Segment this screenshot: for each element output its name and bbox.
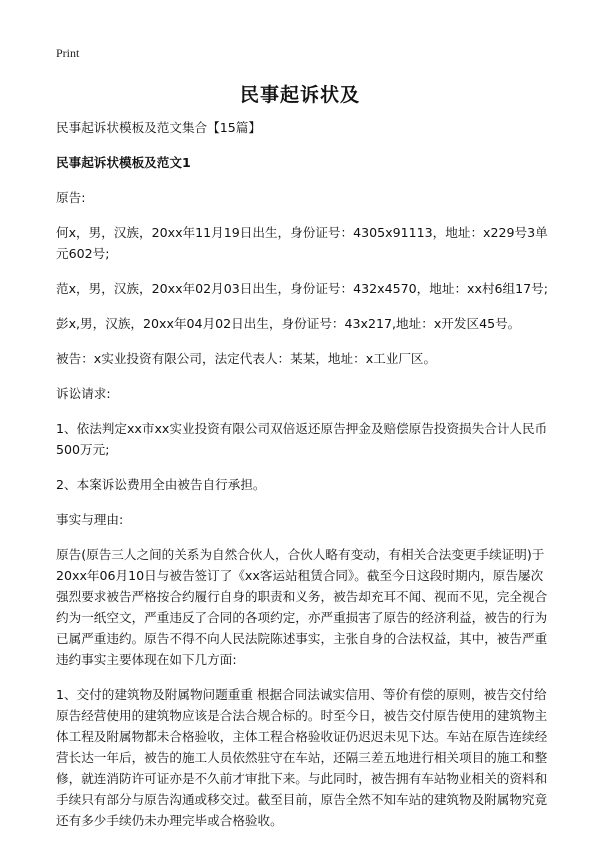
claim-1: 1、依法判定xx市xx实业投资有限公司双倍返还原告押金及赔偿原告投资损失合计人民币500万元; bbox=[56, 421, 548, 457]
plaintiff-3: 彭x,男，汉族，20xx年04月02日出生，身份证号：43x217,地址：x开发区45号。 bbox=[56, 316, 521, 331]
plaintiff-1: 何x，男，汉族，20xx年11月19日出生，身份证号：4305x91113，地址：x229号3单元602号; bbox=[56, 225, 548, 261]
claim-2: 2、本案诉讼费用全由被告自行承担。 bbox=[56, 477, 266, 492]
print-label: Print bbox=[56, 46, 80, 60]
facts-label: 事实与理由: bbox=[56, 512, 124, 527]
claims-label: 诉讼请求: bbox=[56, 386, 111, 401]
document-subtitle: 民事起诉状模板及范文集合【15篇】 bbox=[56, 120, 261, 135]
facts-paragraph-2: 1、交付的建筑物及附属物问题重重 根据合同法诚实信用、等价有偿的原则，被告交付给原告经营使用的建筑物应该是合法合规合标的。时至今日，被告交付原告使用的建筑物主体工程及附属物都未合格验收，主体工程合格验收证仍迟迟未见下达。车站在原告连续经营长达一年后，被告的施工人员依然驻守在车站，还隔三差五地进行相关项目的施工和整修，就连消防许可证亦是不久前才审批下来。与此同时，被告拥有车站物业相关的资料和手续只有部分与原告沟通或移交过。截至目前，原告全然不知车站的建筑物及附属物究竟还有多少手续仍未办理完毕或合格验收。 bbox=[56, 687, 548, 828]
plaintiff-label: 原告: bbox=[56, 190, 86, 205]
document-body bbox=[56, 117, 548, 845]
page-title: 民事起诉状及 bbox=[239, 84, 360, 106]
facts-paragraph-1: 原告(原告三人之间的关系为自然合伙人，合伙人略有变动，有相关合法变更手续证明)于20xx年06月10日与被告签订了《xx客运站租赁合同》。截至今日这段时期内，原告屡次强烈要求被告严格按合约履行自身的职责和义务，被告却充耳不闻、视而不见，完全视合约为一纸空文，严重违反了合同的各项约定，亦严重损害了原告的经济利益，被告的行为已属严重违约。原告不得不向人民法院陈述事实，主张自身的合法权益，其中，被告严重违约事实主要体现在如下几方面: bbox=[56, 547, 548, 667]
section-heading: 民事起诉状模板及范文1 bbox=[56, 155, 191, 170]
defendant: 被告：x实业投资有限公司，法定代表人：某某，地址：x工业厂区。 bbox=[56, 351, 437, 366]
plaintiff-2: 范x，男，汉族，20xx年02月03日出生，身份证号：432x4570，地址：xx村6组17号; bbox=[56, 281, 549, 296]
